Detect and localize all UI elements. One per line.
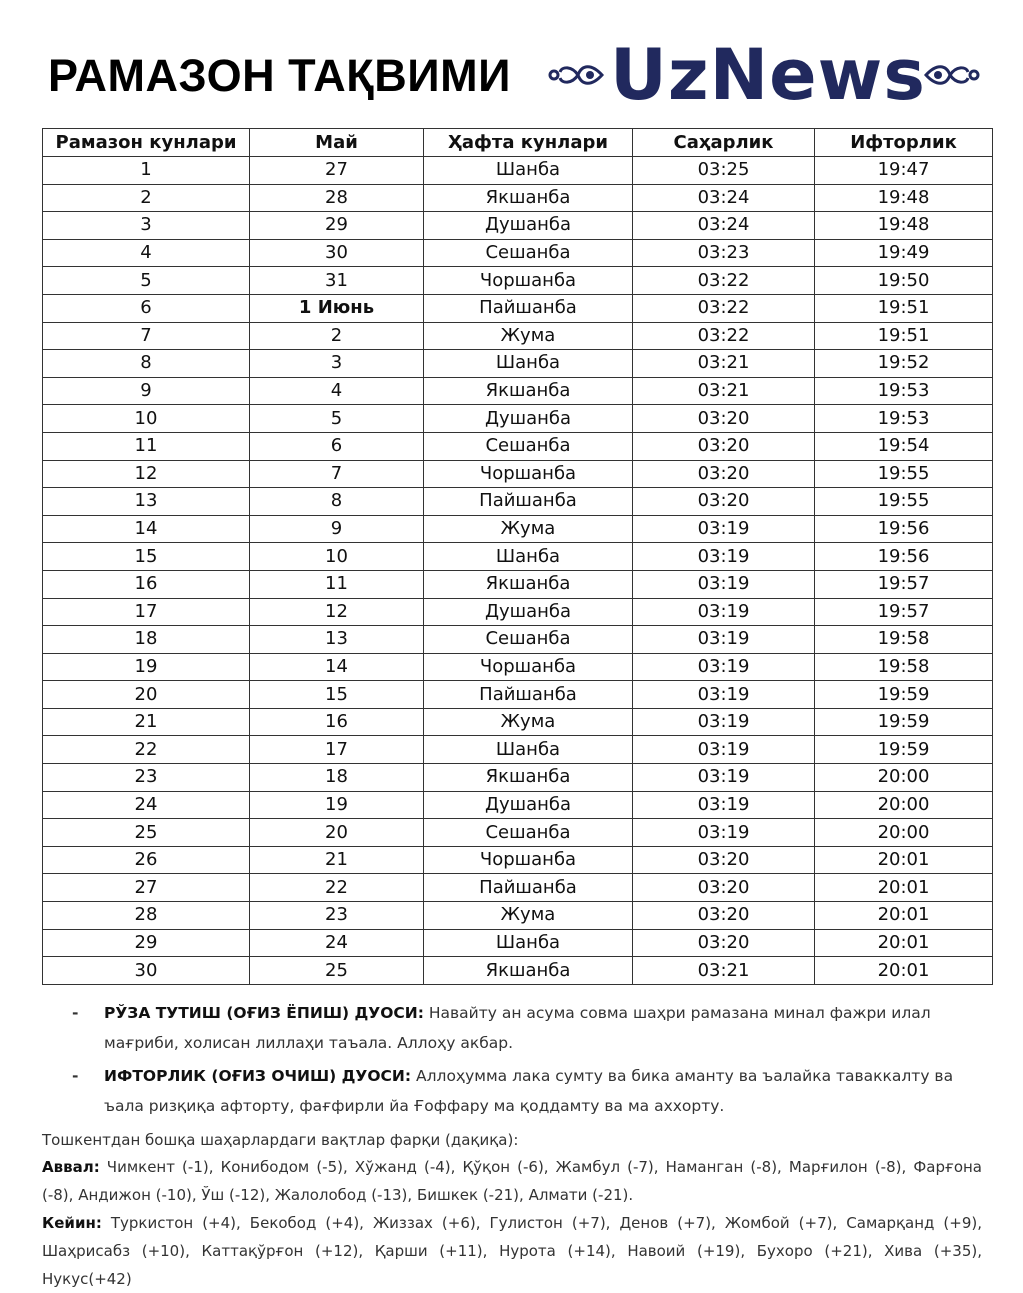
table-row [43,405,993,433]
iftar-time-cell: 19:53 [815,405,993,433]
table-row [43,819,993,847]
date-cell: 31 [250,267,424,295]
date-cell: 18 [250,764,424,792]
iftar-time-cell: 19:48 [815,184,993,212]
suhoor-time-cell: 03:19 [633,764,815,792]
date-cell: 4 [250,377,424,405]
table-row [43,322,993,350]
weekday-cell: Якшанба [424,957,633,985]
suhoor-time-cell: 03:19 [633,791,815,819]
table-row [43,874,993,902]
weekday-cell: Сешанба [424,626,633,654]
ramadan-day-cell: 9 [43,377,250,405]
iftar-time-cell: 19:58 [815,653,993,681]
ramadan-day-cell: 14 [43,515,250,543]
table-row [43,626,993,654]
weekday-cell: Чоршанба [424,846,633,874]
weekday-cell: Душанба [424,791,633,819]
suhoor-time-cell: 03:24 [633,212,815,240]
ramadan-day-cell: 17 [43,598,250,626]
weekday-cell: Жума [424,322,633,350]
ramadan-day-cell: 2 [43,184,250,212]
fasting-dua-title: РЎЗА ТУТИШ (ОҒИЗ ЁПИШ) ДУОСИ: [104,1004,424,1022]
iftar-time-cell: 19:59 [815,708,993,736]
iftar-time-cell: 20:01 [815,929,993,957]
weekday-cell: Шанба [424,929,633,957]
later-label: Кейин: [42,1214,102,1232]
suhoor-time-cell: 03:20 [633,929,815,957]
column-header: Май [250,129,424,157]
iftar-time-cell: 19:49 [815,239,993,267]
suhoor-time-cell: 03:20 [633,846,815,874]
iftar-time-cell: 20:00 [815,819,993,847]
weekday-cell: Шанба [424,350,633,378]
weekday-cell: Душанба [424,598,633,626]
table-row [43,957,993,985]
ramadan-day-cell: 3 [43,212,250,240]
suhoor-time-cell: 03:19 [633,543,815,571]
iftar-time-cell: 19:55 [815,488,993,516]
date-cell: 15 [250,681,424,709]
date-cell: 9 [250,515,424,543]
table-row [43,681,993,709]
earlier-cities [42,1153,982,1209]
iftar-dua [42,1061,982,1121]
date-cell: 25 [250,957,424,985]
date-cell: 24 [250,929,424,957]
table-row [43,488,993,516]
suhoor-time-cell: 03:20 [633,488,815,516]
date-cell: 27 [250,157,424,185]
ramadan-day-cell: 29 [43,929,250,957]
date-cell: 30 [250,239,424,267]
iftar-time-cell: 19:53 [815,377,993,405]
iftar-time-cell: 19:50 [815,267,993,295]
uznews-logo [548,34,988,116]
suhoor-time-cell: 03:24 [633,184,815,212]
suhoor-time-cell: 03:21 [633,957,815,985]
table-row [43,515,993,543]
iftar-time-cell: 19:59 [815,736,993,764]
weekday-cell: Чоршанба [424,267,633,295]
date-cell: 10 [250,543,424,571]
iftar-time-cell: 19:57 [815,570,993,598]
table-row [43,184,993,212]
suhoor-time-cell: 03:23 [633,239,815,267]
table-row [43,791,993,819]
weekday-cell: Якшанба [424,764,633,792]
logo-text: UzNews [610,34,926,116]
weekday-cell: Пайшанба [424,488,633,516]
ramadan-day-cell: 4 [43,239,250,267]
weekday-cell: Якшанба [424,184,633,212]
suhoor-time-cell: 03:19 [633,653,815,681]
date-cell: 28 [250,184,424,212]
weekday-cell: Пайшанба [424,294,633,322]
iftar-dua-text: Аллоҳумма лака сумту ва бика аманту ва ъалайка таваккалту ва ъала ризқиқа афторту, фағфирли йа Ғоффару ма қоддамту ва ма аххорту. [104,1067,954,1115]
iftar-time-cell: 19:48 [815,212,993,240]
date-cell: 13 [250,626,424,654]
iftar-time-cell: 19:56 [815,515,993,543]
weekday-cell: Шанба [424,157,633,185]
notes-section [42,998,982,1293]
column-header: Саҳарлик [633,129,815,157]
table-row [43,239,993,267]
table-row [43,570,993,598]
ramadan-day-cell: 8 [43,350,250,378]
table-row [43,929,993,957]
date-cell: 21 [250,846,424,874]
ramadan-day-cell: 20 [43,681,250,709]
table-header-row [43,129,993,157]
table-row [43,653,993,681]
date-cell: 5 [250,405,424,433]
weekday-cell: Шанба [424,736,633,764]
column-header: Ифторлик [815,129,993,157]
suhoor-time-cell: 03:19 [633,598,815,626]
suhoor-time-cell: 03:22 [633,294,815,322]
table-row [43,764,993,792]
ramadan-day-cell: 1 [43,157,250,185]
table-row [43,736,993,764]
table-row [43,846,993,874]
iftar-time-cell: 19:58 [815,626,993,654]
table-row [43,294,993,322]
ramadan-calendar-table [42,128,993,985]
weekday-cell: Душанба [424,212,633,240]
iftar-time-cell: 19:52 [815,350,993,378]
table-row [43,432,993,460]
date-cell: 23 [250,902,424,930]
ramadan-day-cell: 26 [43,846,250,874]
ramadan-day-cell: 5 [43,267,250,295]
date-cell: 12 [250,598,424,626]
suhoor-time-cell: 03:21 [633,350,815,378]
ramadan-day-cell: 25 [43,819,250,847]
weekday-cell: Сешанба [424,819,633,847]
iftar-time-cell: 19:57 [815,598,993,626]
weekday-cell: Сешанба [424,432,633,460]
table-row [43,460,993,488]
weekday-cell: Душанба [424,405,633,433]
ramadan-day-cell: 10 [43,405,250,433]
ornament-left-icon [548,60,604,90]
date-cell: 3 [250,350,424,378]
iftar-time-cell: 19:55 [815,460,993,488]
ramadan-day-cell: 7 [43,322,250,350]
time-difference-title: Тошкентдан бошқа шаҳарлардаги вақтлар фарқи (дақиқа): [42,1131,519,1149]
table-row [43,543,993,571]
bullet-dash: - [72,1004,79,1022]
weekday-cell: Сешанба [424,239,633,267]
weekday-cell: Чоршанба [424,653,633,681]
ornament-right-icon [924,60,980,90]
table-row [43,157,993,185]
iftar-time-cell: 20:01 [815,846,993,874]
iftar-time-cell: 19:59 [815,681,993,709]
date-cell: 19 [250,791,424,819]
date-cell: 29 [250,212,424,240]
ramadan-day-cell: 30 [43,957,250,985]
ramadan-day-cell: 11 [43,432,250,460]
ramadan-day-cell: 19 [43,653,250,681]
weekday-cell: Пайшанба [424,681,633,709]
page-title: РАМАЗОН ТАҚВИМИ [48,50,511,101]
table-row [43,598,993,626]
suhoor-time-cell: 03:19 [633,736,815,764]
later-cities-text: Туркистон (+4), Бекобод (+4), Жиззах (+6), Гулистон (+7), Денов (+7), Жомбой (+7), Самарқанд (+9), Шаҳрисабз (+10), Каттақўрғон (+12), Қарши (+11), Нурота (+14), Навоий (+19), Бухоро (+21), Хива (+35), Нукус(+42) [42,1214,982,1288]
suhoor-time-cell: 03:20 [633,405,815,433]
weekday-cell: Жума [424,902,633,930]
date-cell: 22 [250,874,424,902]
ramadan-day-cell: 27 [43,874,250,902]
weekday-cell: Шанба [424,543,633,571]
table-row [43,267,993,295]
fasting-dua [42,998,982,1058]
weekday-cell: Якшанба [424,570,633,598]
header [48,34,988,116]
suhoor-time-cell: 03:19 [633,708,815,736]
weekday-cell: Жума [424,708,633,736]
table-row [43,902,993,930]
ramadan-day-cell: 13 [43,488,250,516]
ramadan-day-cell: 15 [43,543,250,571]
date-cell: 16 [250,708,424,736]
suhoor-time-cell: 03:20 [633,874,815,902]
iftar-dua-title: ИФТОРЛИК (ОҒИЗ ОЧИШ) ДУОСИ: [104,1067,412,1085]
later-cities [42,1209,982,1293]
weekday-cell: Жума [424,515,633,543]
ramadan-day-cell: 22 [43,736,250,764]
iftar-time-cell: 20:01 [815,957,993,985]
table-row [43,212,993,240]
weekday-cell: Якшанба [424,377,633,405]
iftar-time-cell: 19:51 [815,322,993,350]
iftar-time-cell: 20:00 [815,764,993,792]
ramadan-day-cell: 18 [43,626,250,654]
ramadan-day-cell: 28 [43,902,250,930]
date-cell: 2 [250,322,424,350]
iftar-time-cell: 19:51 [815,294,993,322]
ramadan-day-cell: 12 [43,460,250,488]
ramadan-day-cell: 21 [43,708,250,736]
date-cell: 20 [250,819,424,847]
suhoor-time-cell: 03:25 [633,157,815,185]
date-cell: 6 [250,432,424,460]
iftar-time-cell: 19:56 [815,543,993,571]
iftar-time-cell: 20:01 [815,874,993,902]
date-cell: 7 [250,460,424,488]
suhoor-time-cell: 03:19 [633,570,815,598]
table-row [43,377,993,405]
suhoor-time-cell: 03:19 [633,626,815,654]
ramadan-day-cell: 6 [43,294,250,322]
date-cell: 8 [250,488,424,516]
weekday-cell: Пайшанба [424,874,633,902]
earlier-cities-text: Чимкент (-1), Конибодом (-5), Хўжанд (-4), Қўқон (-6), Жамбул (-7), Наманган (-8), Марғилон (-8), Фарғона (-8), Андижон (-10), Ўш (-12), Жалолобод (-13), Бишкек (-21), Алмати (-21). [42,1158,982,1204]
ramadan-day-cell: 23 [43,764,250,792]
date-cell: 1 Июнь [250,294,424,322]
iftar-time-cell: 19:47 [815,157,993,185]
ramadan-day-cell: 16 [43,570,250,598]
suhoor-time-cell: 03:21 [633,377,815,405]
suhoor-time-cell: 03:22 [633,322,815,350]
column-header: Рамазон кунлари [43,129,250,157]
fasting-dua-text: Навайту ан асума совма шаҳри рамазана минал фажри илал мағриби, холисан лиллаҳи таъала. Аллоҳу акбар. [104,1004,931,1052]
iftar-time-cell: 19:54 [815,432,993,460]
date-cell: 14 [250,653,424,681]
iftar-time-cell: 20:01 [815,902,993,930]
iftar-time-cell: 20:00 [815,791,993,819]
weekday-cell: Чоршанба [424,460,633,488]
suhoor-time-cell: 03:20 [633,432,815,460]
earlier-label: Аввал: [42,1158,100,1176]
suhoor-time-cell: 03:19 [633,819,815,847]
ramadan-day-cell: 24 [43,791,250,819]
column-header: Ҳафта кунлари [424,129,633,157]
suhoor-time-cell: 03:19 [633,515,815,543]
bullet-dash: - [72,1067,79,1085]
suhoor-time-cell: 03:20 [633,902,815,930]
table-row [43,350,993,378]
suhoor-time-cell: 03:20 [633,460,815,488]
suhoor-time-cell: 03:22 [633,267,815,295]
suhoor-time-cell: 03:19 [633,681,815,709]
date-cell: 11 [250,570,424,598]
table-row [43,708,993,736]
date-cell: 17 [250,736,424,764]
